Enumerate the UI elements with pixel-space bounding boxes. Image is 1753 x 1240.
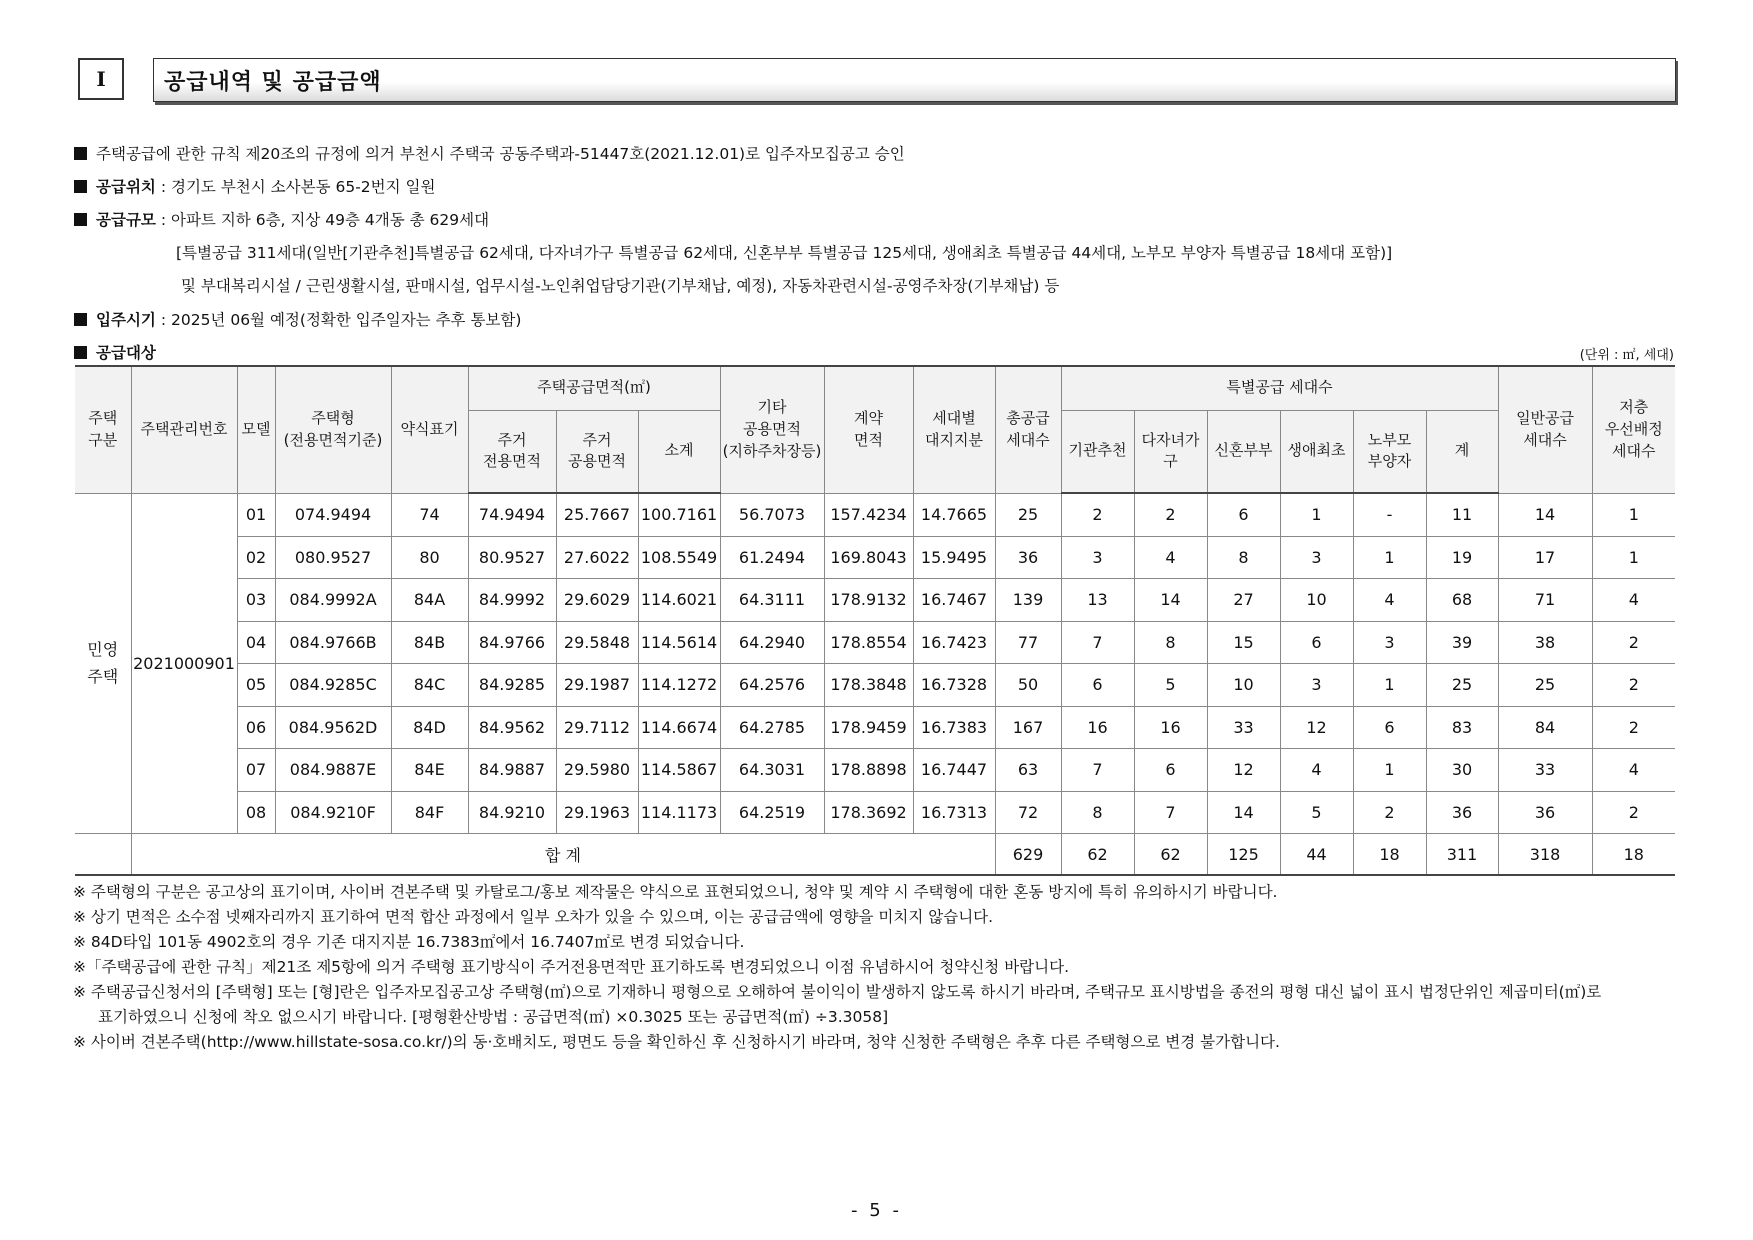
table-row <box>75 664 1675 707</box>
square-bullet-icon <box>74 313 87 326</box>
header-mgmt-no: 주택관리번호 <box>131 366 237 493</box>
sum-label: 합 계 <box>131 834 995 876</box>
sum-cell: 18 <box>1592 834 1675 876</box>
table-cell: 4 <box>1353 579 1426 622</box>
table-cell: 2 <box>1592 664 1675 707</box>
table-cell: 1 <box>1353 664 1426 707</box>
table-cell: 74 <box>391 493 468 536</box>
table-cell: 36 <box>995 536 1061 579</box>
note-item-continued: 표기하였으니 신청에 착오 없으시기 바랍니다. [평형환산방법 : 공급면적(㎡) ×0.3025 또는 공급면적(㎡) ÷3.3058] <box>98 1008 889 1026</box>
note-item: ※ 상기 면적은 소수점 넷째자리까지 표기하여 면적 합산 과정에서 일부 오차가 있을 수 있으며, 이는 공급금액에 영향을 미치지 않습니다. <box>73 908 994 926</box>
header-special-sum: 계 <box>1426 410 1498 493</box>
header-institution: 기관추천 <box>1061 410 1134 493</box>
table-cell: 178.3692 <box>824 791 913 834</box>
table-cell: 80 <box>391 536 468 579</box>
table-cell: 36 <box>1498 791 1592 834</box>
table-cell: 06 <box>237 706 275 749</box>
table-cell: 25 <box>995 493 1061 536</box>
table-cell: 07 <box>237 749 275 792</box>
table-cell: 2 <box>1353 791 1426 834</box>
info-scale-special: [특별공급 311세대(일반[기관추천]특별공급 62세대, 다자녀가구 특별공급 62세대, 신혼부부 특별공급 125세대, 생애최초 특별공급 44세대, 노부모 부양자 특별공급 18세대 포함)] <box>176 244 1393 262</box>
table-cell: 7 <box>1134 791 1207 834</box>
table-cell: 139 <box>995 579 1061 622</box>
info-target: 공급대상 <box>74 341 156 363</box>
table-cell: 74.9494 <box>468 493 556 536</box>
table-cell: - <box>1353 493 1426 536</box>
table-cell: 178.9459 <box>824 706 913 749</box>
table-cell: 2 <box>1592 706 1675 749</box>
table-cell: 84B <box>391 621 468 664</box>
header-model: 모델 <box>237 366 275 493</box>
table-cell: 29.1987 <box>556 664 638 707</box>
table-cell: 5 <box>1134 664 1207 707</box>
square-bullet-icon <box>74 180 87 193</box>
table-cell: 157.4234 <box>824 493 913 536</box>
table-cell: 2 <box>1592 791 1675 834</box>
square-bullet-icon <box>74 147 87 160</box>
table-cell: 080.9527 <box>275 536 391 579</box>
table-cell: 84E <box>391 749 468 792</box>
table-cell: 114.1272 <box>638 664 720 707</box>
sum-cell: 62 <box>1061 834 1134 876</box>
table-cell: 14 <box>1207 791 1280 834</box>
header-contract-area: 계약 면적 <box>824 366 913 493</box>
header-newlywed: 신혼부부 <box>1207 410 1280 493</box>
mgmt-number-cell: 2021000901 <box>131 493 237 834</box>
table-cell: 6 <box>1353 706 1426 749</box>
table-row <box>75 536 1675 579</box>
table-cell: 084.9992A <box>275 579 391 622</box>
note-item: ※ 주택공급신청서의 [주택형] 또는 [형]란은 입주자모집공고상 주택형(㎡)으로 기재하니 평형으로 오해하여 불이익이 발생하지 않도록 하시기 바라며, 주택규모 표시방법을 종전의 평형 대신 넓이 표시 법정단위인 제곱미터(㎡)로 <box>73 983 1602 1001</box>
table-cell: 6 <box>1207 493 1280 536</box>
table-cell: 167 <box>995 706 1061 749</box>
table-cell: 074.9494 <box>275 493 391 536</box>
table-cell: 25 <box>1426 664 1498 707</box>
square-bullet-icon <box>74 213 87 226</box>
table-cell: 61.2494 <box>720 536 824 579</box>
table-cell: 84C <box>391 664 468 707</box>
note-item: ※ 사이버 견본주택(http://www.hillstate-sosa.co.kr/)의 동·호배치도, 평면도 등을 확인하신 후 신청하시기 바라며, 청약 신청한 주택형은 추후 다른 주택형으로 변경 불가합니다. <box>73 1033 1280 1051</box>
table-cell: 84A <box>391 579 468 622</box>
table-cell: 1 <box>1280 493 1353 536</box>
table-cell: 64.3031 <box>720 749 824 792</box>
table-cell: 50 <box>995 664 1061 707</box>
table-cell: 15.9495 <box>913 536 995 579</box>
table-cell: 13 <box>1061 579 1134 622</box>
table-cell: 4 <box>1280 749 1353 792</box>
table-cell: 084.9210F <box>275 791 391 834</box>
table-cell: 4 <box>1592 749 1675 792</box>
table-cell: 36 <box>1426 791 1498 834</box>
table-cell: 114.5614 <box>638 621 720 664</box>
header-special-supply: 특별공급 세대수 <box>1061 366 1498 410</box>
info-scale-facilities: 및 부대복리시설 / 근린생활시설, 판매시설, 업무시설-노인취업담당기관(기부채납, 예정), 자동차관련시설-공영주차장(기부채납) 등 <box>181 277 1060 295</box>
header-multi-child: 다자녀가구 <box>1134 410 1207 493</box>
table-cell: 4 <box>1592 579 1675 622</box>
table-row <box>75 493 1675 536</box>
table-cell: 6 <box>1280 621 1353 664</box>
table-cell: 7 <box>1061 621 1134 664</box>
sum-cell: 62 <box>1134 834 1207 876</box>
table-cell: 33 <box>1498 749 1592 792</box>
table-cell: 29.5980 <box>556 749 638 792</box>
table-cell: 1 <box>1353 536 1426 579</box>
table-cell: 16.7423 <box>913 621 995 664</box>
table-cell: 84.9285 <box>468 664 556 707</box>
table-cell: 14.7665 <box>913 493 995 536</box>
table-cell: 64.2785 <box>720 706 824 749</box>
table-cell: 2 <box>1592 621 1675 664</box>
table-cell: 2 <box>1134 493 1207 536</box>
table-cell: 72 <box>995 791 1061 834</box>
table-cell: 084.9285C <box>275 664 391 707</box>
table-cell: 84D <box>391 706 468 749</box>
header-elderly-parent: 노부모 부양자 <box>1353 410 1426 493</box>
table-cell: 12 <box>1207 749 1280 792</box>
table-row <box>75 749 1675 792</box>
table-cell: 1 <box>1592 493 1675 536</box>
table-cell: 01 <box>237 493 275 536</box>
header-supply-area: 주택공급면적(㎡) <box>468 366 720 410</box>
table-cell: 16.7467 <box>913 579 995 622</box>
table-cell: 68 <box>1426 579 1498 622</box>
section-title: 공급내역 및 공급금액 <box>153 58 1676 102</box>
table-cell: 29.6029 <box>556 579 638 622</box>
table-cell: 169.8043 <box>824 536 913 579</box>
table-cell: 8 <box>1207 536 1280 579</box>
table-cell: 16.7313 <box>913 791 995 834</box>
table-cell: 178.3848 <box>824 664 913 707</box>
header-type: 주택 구분 <box>75 366 131 493</box>
table-cell: 77 <box>995 621 1061 664</box>
table-cell: 17 <box>1498 536 1592 579</box>
table-cell: 7 <box>1061 749 1134 792</box>
table-cell: 83 <box>1426 706 1498 749</box>
header-subtotal: 소계 <box>638 410 720 493</box>
table-cell: 63 <box>995 749 1061 792</box>
table-cell: 4 <box>1134 536 1207 579</box>
table-cell: 14 <box>1498 493 1592 536</box>
note-item: ※ 84D타입 101동 4902호의 경우 기존 대지지분 16.7383㎡에서 16.7407㎡로 변경 되었습니다. <box>73 933 745 951</box>
sum-blank-cell <box>75 834 131 876</box>
table-cell: 56.7073 <box>720 493 824 536</box>
house-kind-cell: 민영 주택 <box>75 493 131 834</box>
table-cell: 64.2940 <box>720 621 824 664</box>
table-cell: 84.9210 <box>468 791 556 834</box>
sum-cell: 318 <box>1498 834 1592 876</box>
table-cell: 178.9132 <box>824 579 913 622</box>
page-number: - 5 - <box>851 1200 902 1221</box>
table-cell: 8 <box>1061 791 1134 834</box>
table-sum-row <box>75 834 1675 876</box>
header-other-area: 기타 공용면적 (지하주차장등) <box>720 366 824 493</box>
supply-table <box>75 365 1675 876</box>
table-cell: 1 <box>1592 536 1675 579</box>
table-cell: 84.9992 <box>468 579 556 622</box>
header-low-floor-units: 저층 우선배정 세대수 <box>1592 366 1675 493</box>
section-number: I <box>78 58 124 100</box>
header-total-units: 총공급 세대수 <box>995 366 1061 493</box>
table-cell: 64.3111 <box>720 579 824 622</box>
table-cell: 71 <box>1498 579 1592 622</box>
table-cell: 80.9527 <box>468 536 556 579</box>
table-cell: 16 <box>1061 706 1134 749</box>
table-cell: 108.5549 <box>638 536 720 579</box>
table-cell: 30 <box>1426 749 1498 792</box>
table-cell: 39 <box>1426 621 1498 664</box>
table-cell: 84.9562 <box>468 706 556 749</box>
table-row <box>75 706 1675 749</box>
table-cell: 84.9887 <box>468 749 556 792</box>
table-cell: 84.9766 <box>468 621 556 664</box>
table-cell: 16.7383 <box>913 706 995 749</box>
table-cell: 29.7112 <box>556 706 638 749</box>
table-cell: 3 <box>1061 536 1134 579</box>
sum-cell: 629 <box>995 834 1061 876</box>
table-row <box>75 579 1675 622</box>
table-cell: 33 <box>1207 706 1280 749</box>
unit-label: (단위 : ㎡, 세대) <box>1579 348 1674 363</box>
table-row <box>75 621 1675 664</box>
table-cell: 16.7447 <box>913 749 995 792</box>
table-cell: 3 <box>1280 536 1353 579</box>
table-cell: 178.8898 <box>824 749 913 792</box>
table-cell: 84F <box>391 791 468 834</box>
table-cell: 114.6021 <box>638 579 720 622</box>
note-item: ※「주택공급에 관한 규칙」제21조 제5항에 의거 주택형 표기방식이 주거전용면적만 표기하도록 변경되었으니 이점 유념하시어 청약신청 바랍니다. <box>73 958 1070 976</box>
info-scale: 공급규모 : 아파트 지하 6층, 지상 49층 4개동 총 629세대 <box>74 208 489 230</box>
table-cell: 38 <box>1498 621 1592 664</box>
table-cell: 64.2576 <box>720 664 824 707</box>
table-cell: 10 <box>1280 579 1353 622</box>
table-cell: 29.1963 <box>556 791 638 834</box>
table-cell: 16 <box>1134 706 1207 749</box>
sum-cell: 18 <box>1353 834 1426 876</box>
table-cell: 25 <box>1498 664 1592 707</box>
table-cell: 12 <box>1280 706 1353 749</box>
table-cell: 15 <box>1207 621 1280 664</box>
table-cell: 5 <box>1280 791 1353 834</box>
sum-cell: 125 <box>1207 834 1280 876</box>
table-cell: 1 <box>1353 749 1426 792</box>
info-move-in: 입주시기 : 2025년 06월 예정(정확한 입주일자는 추후 통보함) <box>74 308 521 330</box>
table-cell: 10 <box>1207 664 1280 707</box>
table-cell: 05 <box>237 664 275 707</box>
header-land-share: 세대별 대지지분 <box>913 366 995 493</box>
table-cell: 27 <box>1207 579 1280 622</box>
table-cell: 16.7328 <box>913 664 995 707</box>
sum-cell: 44 <box>1280 834 1353 876</box>
table-cell: 114.6674 <box>638 706 720 749</box>
table-cell: 114.5867 <box>638 749 720 792</box>
table-cell: 114.1173 <box>638 791 720 834</box>
table-cell: 64.2519 <box>720 791 824 834</box>
square-bullet-icon <box>74 346 87 359</box>
info-approval: 주택공급에 관한 규칙 제20조의 규정에 의거 부천시 주택국 공동주택과-51447호(2021.12.01)로 입주자모집공고 승인 <box>74 142 905 164</box>
note-item: ※ 주택형의 구분은 공고상의 표기이며, 사이버 견본주택 및 카탈로그/홍보 제작물은 약식으로 표현되었으니, 청약 및 계약 시 주택형에 대한 혼동 방지에 특히 유의하시기 바랍니다. <box>73 883 1278 901</box>
header-exclusive-area: 주거 전용면적 <box>468 410 556 493</box>
table-cell: 14 <box>1134 579 1207 622</box>
info-location: 공급위치 : 경기도 부천시 소사본동 65-2번지 일원 <box>74 175 436 197</box>
table-cell: 3 <box>1280 664 1353 707</box>
table-cell: 03 <box>237 579 275 622</box>
header-house-type: 주택형 (전용면적기준) <box>275 366 391 493</box>
table-cell: 084.9887E <box>275 749 391 792</box>
header-general-units: 일반공급 세대수 <box>1498 366 1592 493</box>
table-cell: 084.9766B <box>275 621 391 664</box>
table-cell: 25.7667 <box>556 493 638 536</box>
table-cell: 8 <box>1134 621 1207 664</box>
header-abbr: 약식표기 <box>391 366 468 493</box>
table-cell: 04 <box>237 621 275 664</box>
table-cell: 02 <box>237 536 275 579</box>
table-cell: 6 <box>1061 664 1134 707</box>
notes <box>73 880 1713 1055</box>
table-cell: 084.9562D <box>275 706 391 749</box>
table-cell: 19 <box>1426 536 1498 579</box>
table-cell: 27.6022 <box>556 536 638 579</box>
table-row <box>75 791 1675 834</box>
table-cell: 6 <box>1134 749 1207 792</box>
header-first-time: 생애최초 <box>1280 410 1353 493</box>
table-cell: 2 <box>1061 493 1134 536</box>
header-common-area: 주거 공용면적 <box>556 410 638 493</box>
table-cell: 08 <box>237 791 275 834</box>
table-cell: 11 <box>1426 493 1498 536</box>
table-cell: 3 <box>1353 621 1426 664</box>
table-cell: 84 <box>1498 706 1592 749</box>
sum-cell: 311 <box>1426 834 1498 876</box>
table-cell: 178.8554 <box>824 621 913 664</box>
table-cell: 100.7161 <box>638 493 720 536</box>
table-cell: 29.5848 <box>556 621 638 664</box>
